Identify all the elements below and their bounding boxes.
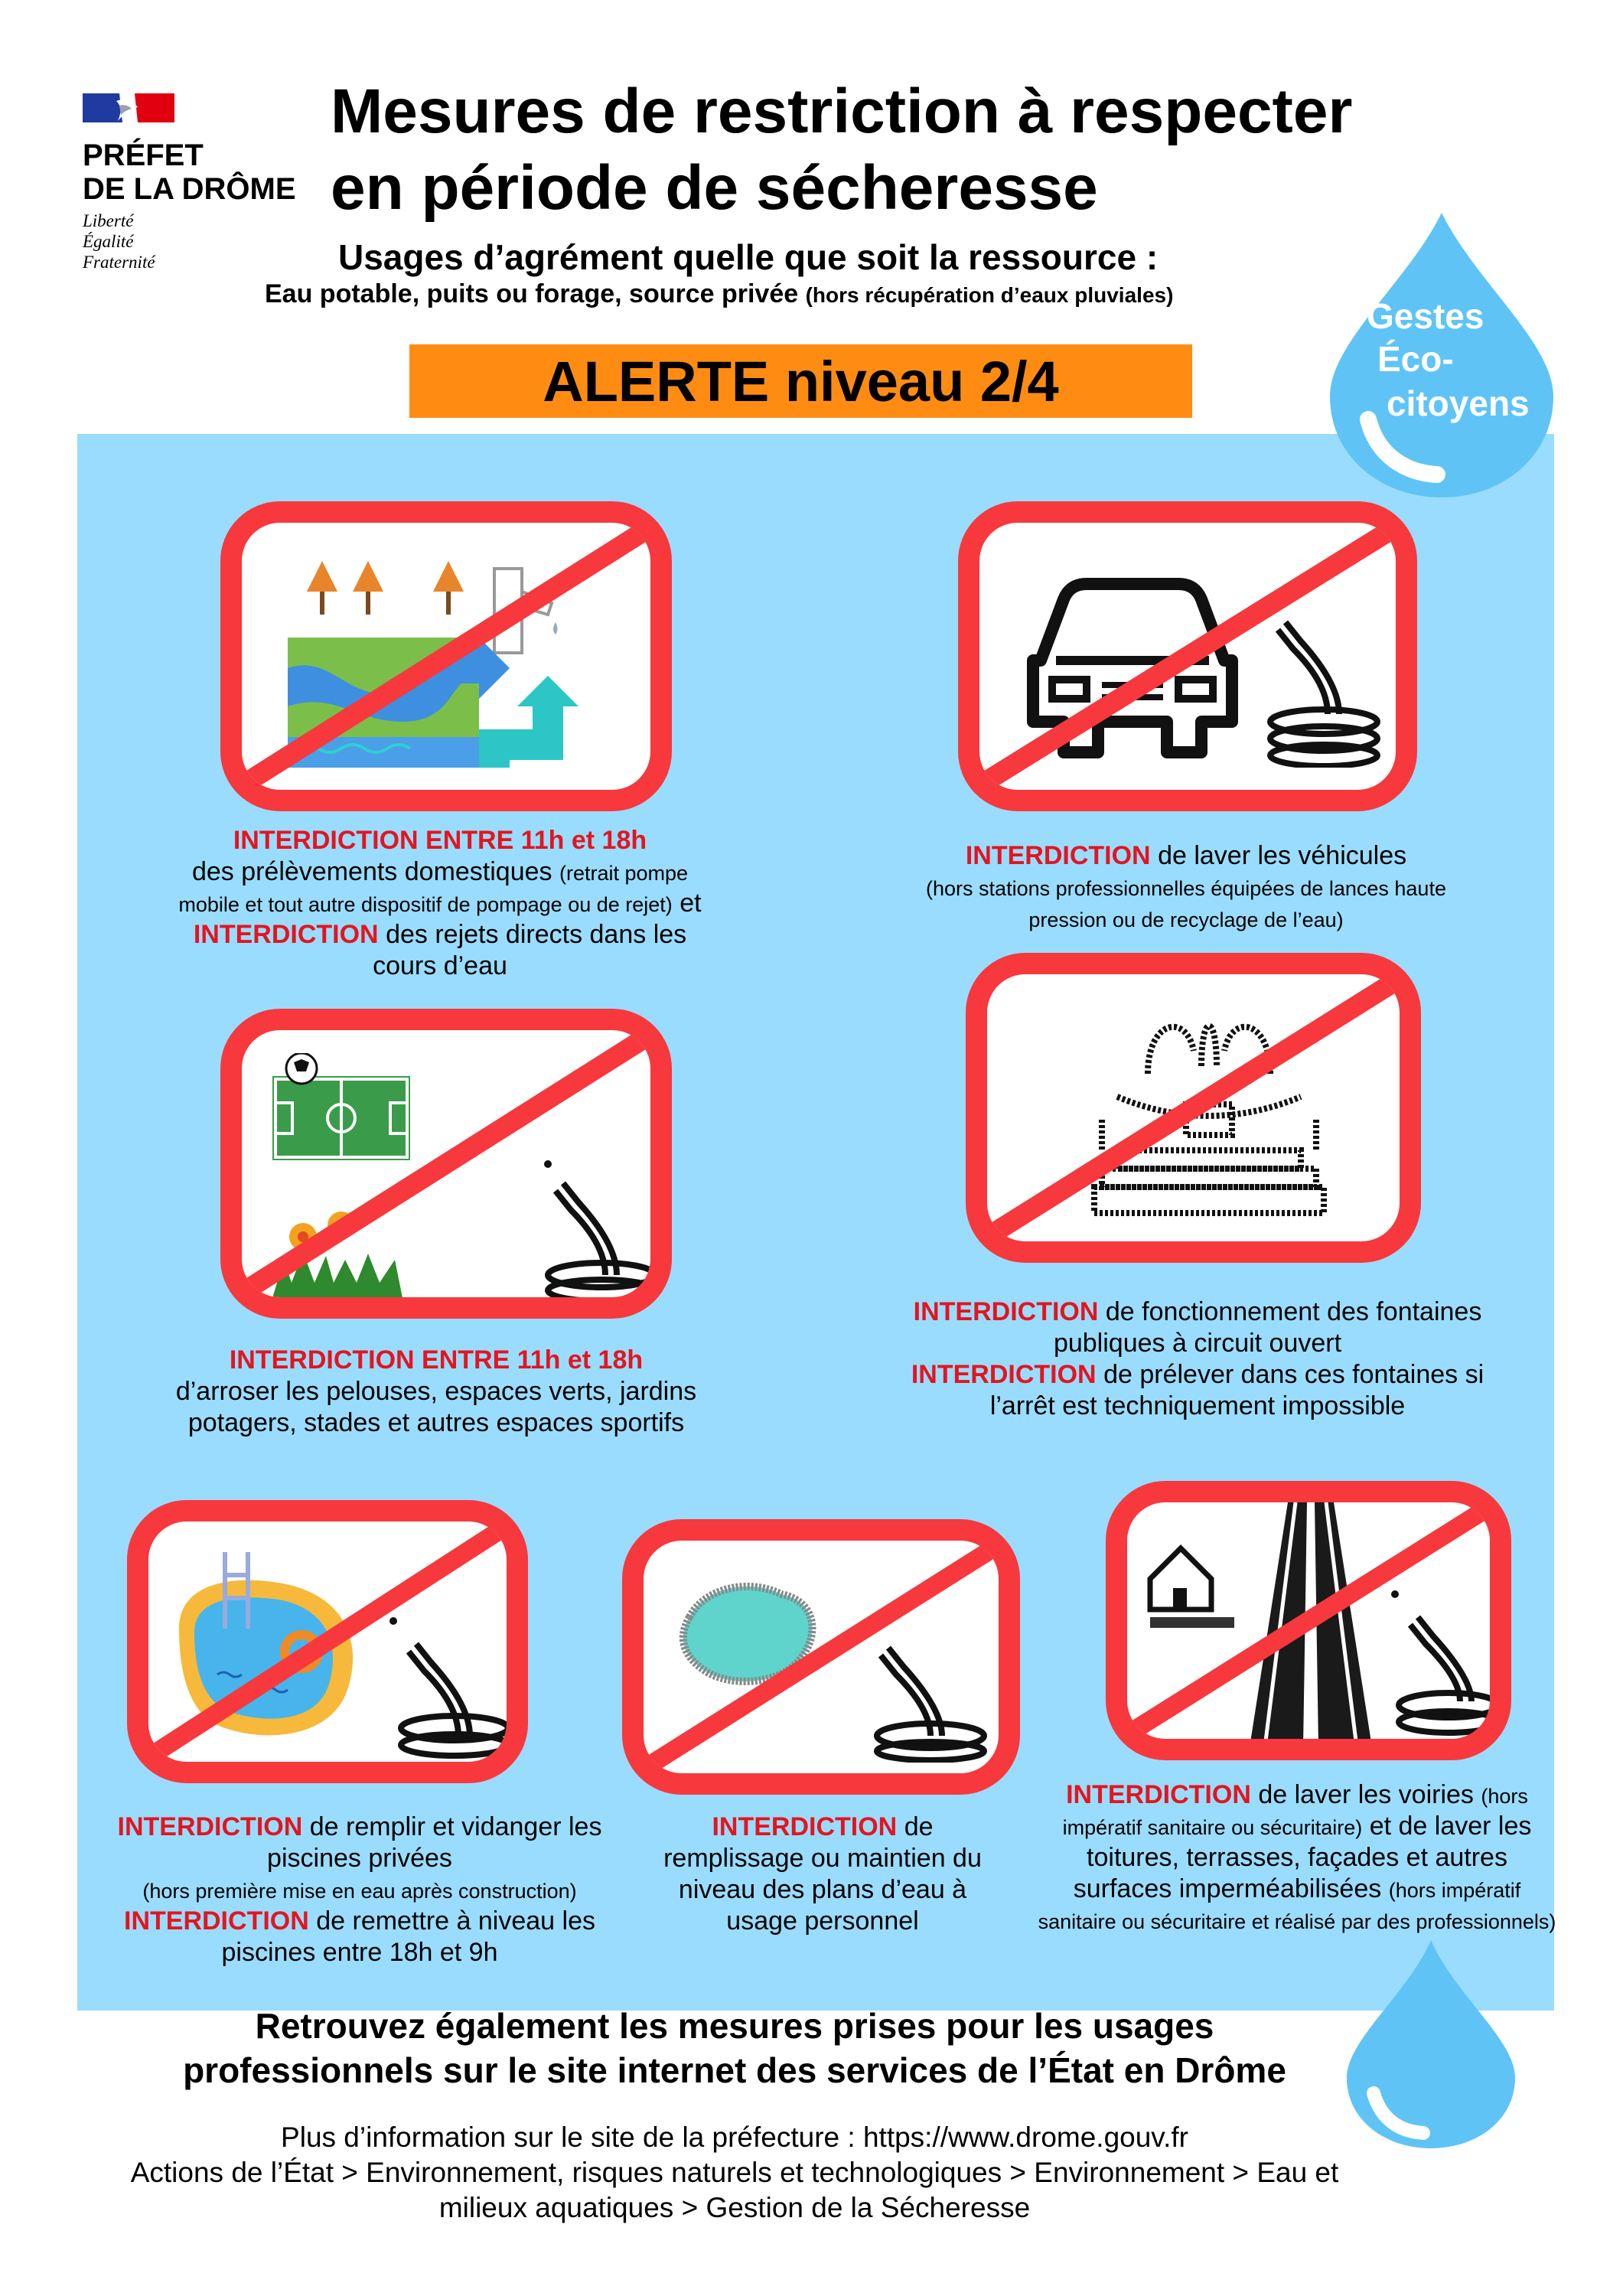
footer-info bbox=[61, 2120, 1408, 2226]
caption6-red1: INTERDICTION bbox=[712, 1812, 898, 1841]
sign-private-pool bbox=[127, 1500, 528, 1783]
page-title-line2: en période de sécheresse bbox=[331, 153, 1098, 223]
caption4-red2: INTERDICTION bbox=[911, 1360, 1097, 1389]
sign-lawn-watering bbox=[220, 1009, 672, 1319]
caption-vehicle-wash bbox=[895, 840, 1477, 934]
resource-main: Eau potable, puits ou forage, source privée bbox=[265, 279, 799, 308]
caption1-t3: des rejets directs dans les cours d’eau bbox=[373, 920, 687, 980]
resource-line bbox=[265, 277, 1173, 312]
caption6-t1: de remplissage ou maintien du niveau des plans d’eau à usage personnel bbox=[663, 1812, 982, 1936]
caption1-s1: (retrait pompe mobile et tout autre dispositif de pompage ou de rejet) bbox=[178, 862, 689, 916]
caption4-t1: de fonctionnement des fontaines publiques à circuit ouvert bbox=[1053, 1297, 1482, 1358]
caption1-red2: INTERDICTION bbox=[193, 920, 379, 949]
caption4-t2: de prélever dans ces fontaines si l’arrêt est techniquement impossible bbox=[989, 1360, 1484, 1420]
sign-domestic-withdrawal bbox=[220, 501, 672, 811]
caption5-s1: (hors première mise en eau après construction) bbox=[142, 1880, 577, 1903]
sign-road-roof-wash bbox=[1106, 1481, 1511, 1760]
subtitle: Usages d’agrément quelle que soit la ressource : bbox=[338, 237, 1159, 277]
caption1-red1: INTERDICTION ENTRE 11h et 18h bbox=[233, 826, 647, 855]
motto-fraternite: Fraternité bbox=[83, 253, 155, 272]
caption7-t2: et de laver les toitures, terrasses, façades et autres surfaces imperméabilisées bbox=[1073, 1812, 1532, 1903]
caption-public-fountain bbox=[891, 1296, 1504, 1422]
caption-road-roof-wash bbox=[1037, 1779, 1557, 1936]
caption-lawn-watering bbox=[165, 1345, 708, 1439]
footer-bold-line2: professionnels sur le site internet des services de l’État en Drôme bbox=[183, 2050, 1286, 2090]
caption2-s1: (hors stations professionnelles équipées de lances haute pression ou de recyclage de l’eau) bbox=[926, 877, 1446, 931]
caption7-t1: de laver les voiries bbox=[1258, 1780, 1474, 1809]
caption3-red1: INTERDICTION ENTRE 11h et 18h bbox=[229, 1345, 644, 1375]
caption1-t1: des prélèvements domestiques bbox=[191, 857, 552, 886]
footer-bold-line1: Retrouvez également les mesures prises pour les usages bbox=[255, 2006, 1214, 2046]
drop-text-line1: Gestes bbox=[1367, 296, 1484, 336]
caption-private-pond bbox=[654, 1812, 991, 1937]
caption7-s1: (hors impératif sanitaire ou sécuritaire) bbox=[1062, 1785, 1528, 1839]
caption7-s2: (hors impératif sanitaire ou sécuritaire et réalisé par des professionnels) bbox=[1038, 1879, 1556, 1933]
drop-text-line3: citoyens bbox=[1387, 383, 1530, 423]
caption-private-pool bbox=[96, 1812, 624, 1968]
logo-line2: DE LA DRÔME bbox=[83, 172, 296, 206]
caption7-red1: INTERDICTION bbox=[1066, 1780, 1251, 1809]
caption5-red2: INTERDICTION bbox=[124, 1906, 309, 1936]
resource-note: (hors récupération d’eaux pluviales) bbox=[805, 283, 1174, 307]
prefecture-logo bbox=[83, 90, 343, 289]
caption3-t1: d’arroser les pelouses, espaces verts, jardins potagers, stades et autres espaces sportifs bbox=[175, 1377, 697, 1437]
motto-egalite: Égalité bbox=[83, 232, 134, 251]
caption5-t2: de remettre à niveau les piscines entre 18h et 9h bbox=[221, 1906, 595, 1967]
sign-vehicle-wash bbox=[958, 501, 1417, 811]
page-title-line1: Mesures de restriction à respecter bbox=[331, 77, 1353, 146]
drop-text-line2: Éco- bbox=[1377, 339, 1454, 379]
caption-domestic-withdrawal bbox=[172, 825, 708, 982]
sign-public-fountain bbox=[966, 953, 1421, 1263]
caption2-red1: INTERDICTION bbox=[965, 841, 1151, 870]
footer-info-line2: Actions de l’État > Environnement, risques naturels et technologiques > Environnement > Eau et bbox=[130, 2157, 1339, 2188]
footer-info-line3: milieux aquatiques > Gestion de la Sécheresse bbox=[438, 2192, 1031, 2223]
sign-private-pond bbox=[622, 1519, 1020, 1795]
caption4-red1: INTERDICTION bbox=[913, 1297, 1099, 1326]
footer-info-line1: Plus d’information sur le site de la préfecture : https://www.drome.gouv.fr bbox=[281, 2122, 1188, 2153]
caption1-t2: et bbox=[680, 889, 702, 918]
logo-line1: PRÉFET bbox=[83, 139, 204, 172]
alert-level-banner: ALERTE niveau 2/4 bbox=[409, 344, 1192, 418]
caption2-t1: de laver les véhicules bbox=[1158, 841, 1407, 870]
caption5-red1: INTERDICTION bbox=[117, 1812, 303, 1841]
marianne-flag-icon bbox=[83, 90, 174, 126]
caption5-t1: de remplir et vidanger les piscines privées bbox=[267, 1812, 602, 1873]
motto-liberte: Liberté bbox=[83, 211, 134, 230]
footer-professional-notice bbox=[92, 2004, 1377, 2092]
